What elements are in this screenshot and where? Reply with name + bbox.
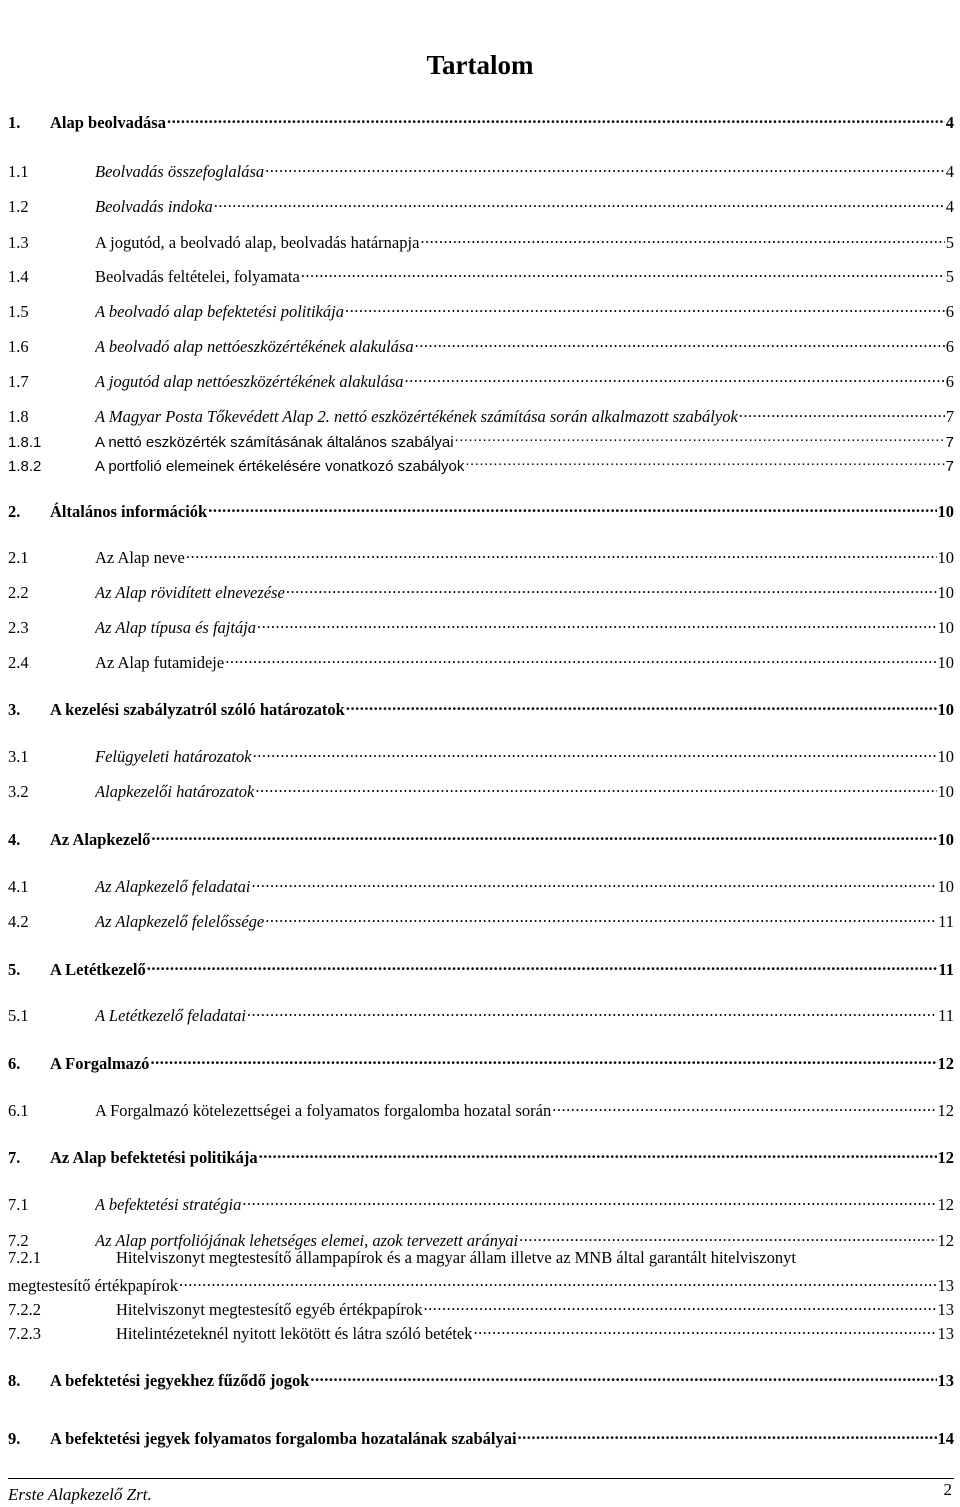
toc-page: 10 [937, 877, 954, 896]
toc-text: A befektetési stratégia [95, 1195, 242, 1214]
toc-page: 10 [937, 700, 954, 719]
toc-entry[interactable] [8, 1049, 954, 1074]
toc-entry[interactable] [8, 108, 954, 133]
toc-page: 5 [945, 233, 954, 252]
toc-text: A Forgalmazó kötelezettségei a folyamatos forgalomba hozatal során [95, 1101, 552, 1120]
toc-text: Hitelviszonyt megtestesítő állampapírok és a magyar állam illetve az MNB által garantált hitelviszonyt [116, 1248, 796, 1267]
toc-page: 7 [945, 434, 954, 451]
toc-page: 11 [938, 912, 954, 931]
toc-page: 10 [937, 548, 954, 567]
toc-leader [265, 157, 945, 177]
toc-text: A beolvadó alap befektetési politikája [95, 302, 344, 321]
toc-page: 5 [945, 267, 954, 286]
toc-entry[interactable] [8, 872, 954, 897]
toc-number: 7. [8, 1148, 21, 1167]
toc-number: 6. [8, 1054, 21, 1073]
toc-entry[interactable] [8, 402, 954, 427]
toc-number: 8. [8, 1371, 21, 1390]
toc-text: Az Alapkezelő felelőssége [95, 912, 265, 931]
toc-entry[interactable] [8, 332, 954, 357]
toc-leader [259, 1143, 937, 1163]
toc-number: 2.4 [8, 653, 29, 672]
toc-leader [255, 777, 936, 797]
toc-text: Az Alap futamideje [95, 653, 225, 672]
toc-text: A kezelési szabályzatról szóló határozatok [50, 700, 345, 719]
toc-leader [265, 907, 937, 927]
toc-entry-first-line[interactable] [8, 1248, 954, 1268]
toc-text-continuation: megtestesítő értékpapírok [8, 1276, 178, 1295]
toc-entry[interactable] [8, 427, 954, 453]
toc-entry[interactable] [8, 613, 954, 638]
toc-entry[interactable] [8, 1295, 954, 1320]
toc-number: 1.8 [8, 407, 29, 426]
toc-page: 7 [945, 458, 954, 475]
toc-number: 1.8.1 [8, 434, 42, 451]
toc-page: 10 [937, 618, 954, 637]
toc-leader [214, 192, 945, 212]
toc-page: 4 [945, 113, 954, 132]
toc-page: 13 [937, 1324, 954, 1343]
toc-page: 4 [945, 162, 954, 181]
toc-leader [257, 613, 936, 633]
toc-leader [147, 955, 938, 975]
toc-text: Általános információk [50, 502, 208, 521]
toc-text: A Magyar Posta Tőkevédett Alap 2. nettó eszközértékének számítása során alkalmazott szabályok [95, 407, 738, 426]
toc-page: 12 [937, 1148, 954, 1167]
toc-leader [519, 1226, 936, 1246]
toc-text: A Letétkezelő feladatai [95, 1006, 246, 1025]
toc-page: 13 [937, 1300, 954, 1319]
toc-entry[interactable] [8, 648, 954, 673]
toc-text: Beolvadás összefoglalása [95, 162, 265, 181]
toc-page: 10 [937, 830, 954, 849]
toc-entry[interactable] [8, 1319, 954, 1344]
toc-page: 10 [937, 653, 954, 672]
toc-text: Hitelviszonyt megtestesítő egyéb értékpapírok [116, 1300, 423, 1319]
toc-page: 4 [945, 197, 954, 216]
toc-text: Az Alap rövidített elnevezése [95, 583, 285, 602]
toc-number: 3.2 [8, 782, 29, 801]
toc-leader [179, 1271, 937, 1291]
toc-entry[interactable] [8, 451, 954, 477]
toc-entry[interactable] [8, 497, 954, 522]
toc-leader [208, 497, 936, 517]
toc-number: 1.6 [8, 337, 29, 356]
toc-page: 12 [937, 1231, 954, 1250]
toc-text: Az Alap neve [95, 548, 185, 567]
toc-entry[interactable] [8, 157, 954, 182]
toc-text: A nettó eszközérték számításának általános szabályai [95, 434, 454, 451]
toc-number: 9. [8, 1429, 21, 1448]
toc-leader [424, 1295, 937, 1315]
toc-leader [346, 695, 937, 715]
toc-text: Az Alapkezelő [50, 830, 151, 849]
toc-leader [473, 1319, 936, 1339]
toc-number: 4. [8, 830, 21, 849]
toc-entry[interactable] [8, 543, 954, 568]
toc-text: Hitelintézeteknél nyitott lekötött és látra szóló betétek [116, 1324, 473, 1343]
toc-number: 7.2.3 [8, 1324, 41, 1343]
toc-number: 2.1 [8, 548, 29, 567]
toc-page: 12 [937, 1195, 954, 1214]
toc-number: 1.2 [8, 197, 29, 216]
toc-page: 11 [938, 1006, 954, 1025]
toc-entry[interactable] [8, 777, 954, 802]
toc-entry[interactable] [8, 1096, 954, 1121]
toc-leader [225, 648, 936, 668]
toc-leader [552, 1096, 936, 1116]
toc-number: 1.8.2 [8, 458, 42, 475]
toc-leader [405, 367, 945, 387]
toc-leader [150, 1049, 936, 1069]
toc-page: 6 [945, 337, 954, 356]
toc-entry[interactable] [8, 262, 954, 287]
toc-leader [252, 872, 937, 892]
toc-number: 1.7 [8, 372, 29, 391]
toc-number: 2. [8, 502, 21, 521]
toc-entry-continuation[interactable] [8, 1271, 954, 1296]
toc-text: Alap beolvadása [50, 113, 166, 132]
toc-number: 7.2.1 [8, 1248, 41, 1267]
toc-number: 3. [8, 700, 21, 719]
toc-leader [420, 228, 944, 248]
toc-number: 7.2.2 [8, 1300, 41, 1319]
toc-leader [455, 427, 945, 447]
toc-text: Felügyeleti határozatok [95, 747, 252, 766]
toc-number: 5.1 [8, 1006, 29, 1025]
toc-page: 13 [937, 1371, 954, 1390]
toc-number: 3.1 [8, 747, 29, 766]
footer-company: Erste Alapkezelő Zrt. [8, 1485, 152, 1504]
toc-entry[interactable] [8, 1366, 954, 1391]
toc-page: 11 [938, 960, 954, 979]
toc-page: 6 [945, 372, 954, 391]
toc-text: Az Alap portfoliójának lehetséges elemei, azok tervezett arányai [95, 1231, 519, 1250]
toc-number: 2.3 [8, 618, 29, 637]
toc-text: Alapkezelői határozatok [95, 782, 255, 801]
toc-entry[interactable] [8, 297, 954, 322]
toc-entry[interactable] [8, 1143, 954, 1168]
toc-page: 10 [937, 747, 954, 766]
toc-text: A jogutód alap nettóeszközértékének alakulása [95, 372, 404, 391]
toc-leader [286, 578, 937, 598]
toc-text: Az Alap befektetési politikája [50, 1148, 258, 1167]
toc-number: 7.2 [8, 1231, 29, 1250]
toc-text: A Letétkezelő [50, 960, 146, 979]
toc-text: Beolvadás feltételei, folyamata [95, 267, 300, 286]
toc-number: 4.2 [8, 912, 29, 931]
toc-page: 6 [945, 302, 954, 321]
toc-entry[interactable] [8, 578, 954, 603]
toc-leader [310, 1366, 936, 1386]
toc-page: 10 [937, 583, 954, 602]
toc-number: 1.3 [8, 233, 29, 252]
toc-number: 4.1 [8, 877, 29, 896]
toc-number: 1.4 [8, 267, 29, 286]
toc-leader [518, 1424, 937, 1444]
toc-text: Az Alap típusa és fajtája [95, 618, 257, 637]
toc-text: Az Alapkezelő feladatai [95, 877, 251, 896]
toc-number: 1.1 [8, 162, 29, 181]
toc-number: 1.5 [8, 302, 29, 321]
toc-page: 14 [937, 1429, 954, 1448]
toc-entry[interactable] [8, 695, 954, 720]
toc-title: Tartalom [426, 50, 534, 80]
toc-text: A jogutód, a beolvadó alap, beolvadás határnapja [95, 233, 420, 252]
toc-page: 10 [937, 782, 954, 801]
toc-entry[interactable] [8, 825, 954, 850]
toc-text: Beolvadás indoka [95, 197, 213, 216]
toc-number: 1. [8, 113, 21, 132]
toc-text: A Forgalmazó [50, 1054, 150, 1073]
toc-leader [301, 262, 945, 282]
toc-entry[interactable] [8, 1190, 954, 1215]
toc-leader [739, 402, 945, 422]
toc-entry[interactable] [8, 907, 954, 932]
toc-leader [151, 825, 936, 845]
toc-page: 10 [937, 502, 954, 521]
toc-number: 6.1 [8, 1101, 29, 1120]
toc-page: 13 [937, 1276, 954, 1295]
toc-number: 7.1 [8, 1195, 29, 1214]
toc-leader [167, 108, 945, 128]
toc-entry[interactable] [8, 742, 954, 767]
toc-page: 12 [937, 1054, 954, 1073]
toc-entry[interactable] [8, 1424, 954, 1449]
toc-leader [345, 297, 945, 317]
footer-divider [8, 1478, 954, 1479]
toc-page: 7 [945, 407, 954, 426]
toc-leader [186, 543, 937, 563]
toc-leader [253, 742, 937, 762]
toc-page: 12 [937, 1101, 954, 1120]
toc-entry[interactable] [8, 228, 954, 253]
toc-leader [465, 451, 944, 471]
toc-text: A portfolió elemeinek értékelésére vonatkozó szabályok [95, 458, 465, 475]
footer-page-number: 2 [943, 1480, 952, 1499]
toc-entry[interactable] [8, 1001, 954, 1026]
toc-number: 5. [8, 960, 21, 979]
toc-text: A befektetési jegyek folyamatos forgalomba hozatalának szabályai [50, 1429, 517, 1448]
toc-entry[interactable] [8, 955, 954, 980]
toc-leader [242, 1190, 936, 1210]
toc-leader [415, 332, 945, 352]
toc-text: A beolvadó alap nettóeszközértékének alakulása [95, 337, 414, 356]
toc-text: A befektetési jegyekhez fűződő jogok [50, 1371, 310, 1390]
toc-entry[interactable] [8, 192, 954, 217]
toc-number: 2.2 [8, 583, 29, 602]
toc-entry[interactable] [8, 367, 954, 392]
toc-leader [247, 1001, 937, 1021]
